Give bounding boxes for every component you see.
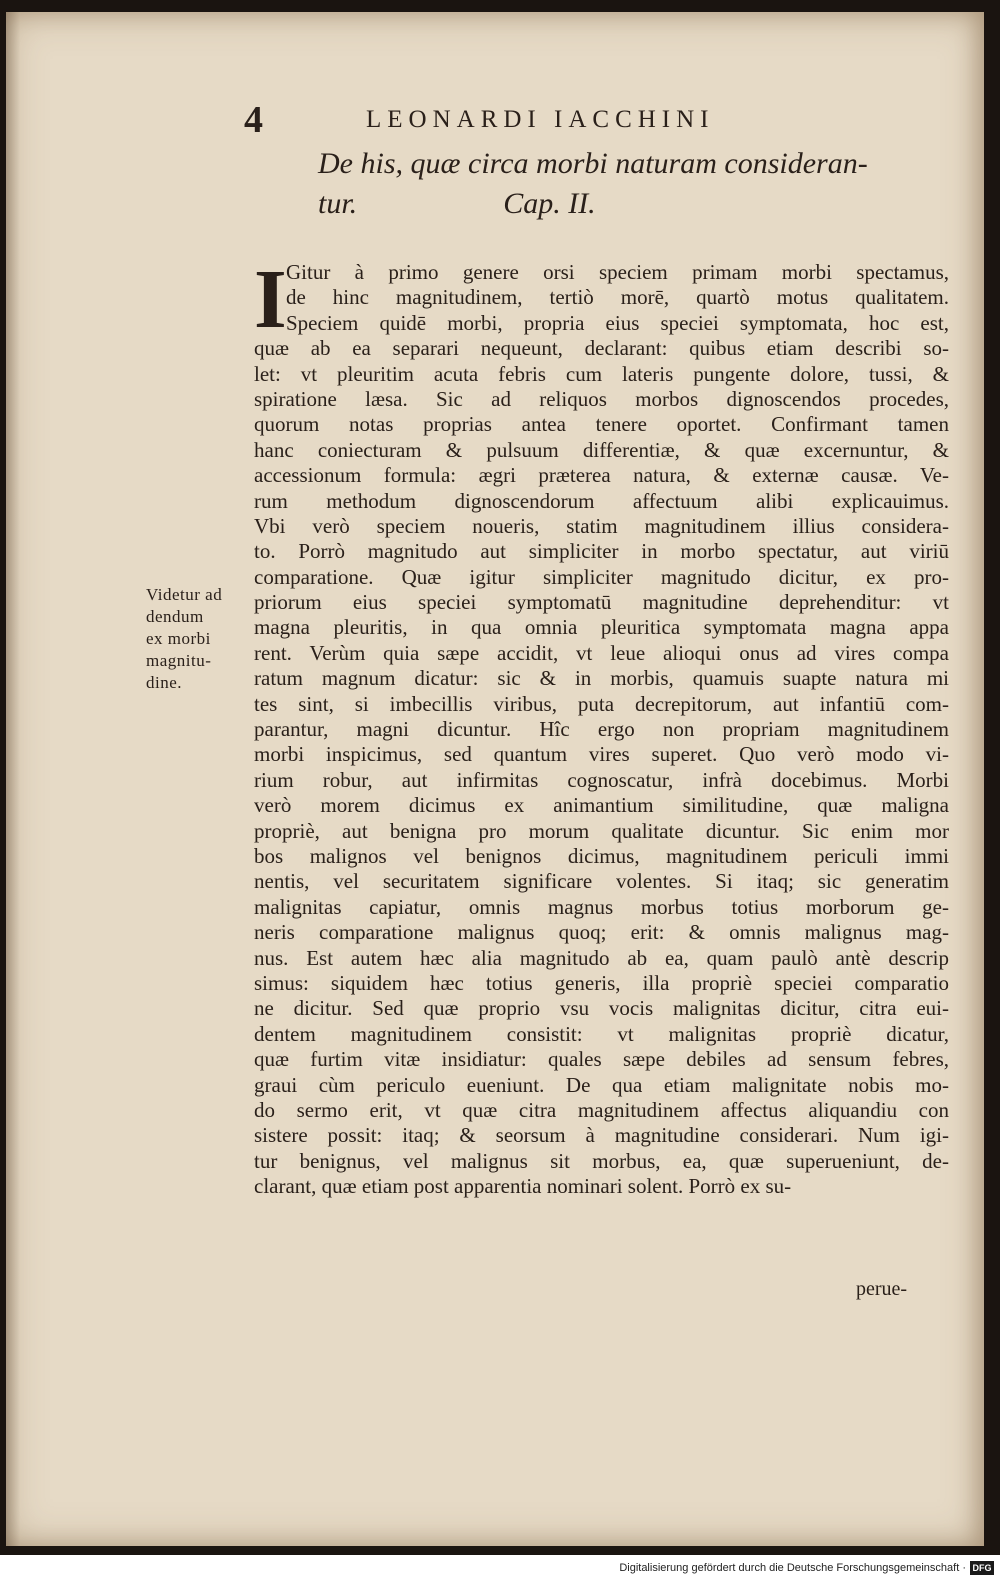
running-head: LEONARDI IACCHINI (366, 106, 715, 133)
body-line: simus: siquidem hæc totius generis, illa propriè speciei comparatio (254, 970, 949, 995)
body-line: propriè, aut benigna pro morum qualitate dicuntur. Sic enim mor (254, 818, 949, 843)
body-line: nentis, vel securitatem significare volentes. Si itaq; sic generatim (254, 869, 949, 894)
body-line: hanc coniecturam & pulsuum differentiæ, & quæ excernuntur, & (254, 437, 949, 462)
body-line: rum methodum dignoscendorum affectuum alibi explicauimus. (254, 488, 949, 513)
body-line: sistere possit: itaq; & seorsum à magnitudine considerari. Num igi- (254, 1123, 949, 1148)
body-line: priorum eius speciei symptomatū magnitudine deprehenditur: vt (254, 590, 949, 615)
body-line: ratum magnum dicatur: sic & in morbis, quamuis suapte natura mi (254, 666, 949, 691)
margin-note-line: Videtur ad (146, 585, 223, 604)
body-line: magna pleuritis, in qua omnia pleuritica symptomata magna appa (254, 615, 949, 640)
body-line: to. Porrò magnitudo aut simpliciter in morbo spectatur, aut viriū (254, 539, 949, 564)
book-page (6, 12, 984, 1546)
body-line: neris comparatione malignus quoq; erit: & omnis malignus mag- (254, 920, 949, 945)
body-line: quæ furtim vitæ insidiatur: quales sæpe debiles ad sensum febres, (254, 1047, 949, 1072)
body-line: comparatione. Quæ igitur simpliciter magnitudo dicitur, ex pro- (254, 564, 949, 589)
body-line: quorum notas proprias antea tenere oportet. Confirmant tamen (254, 412, 949, 437)
margin-note-line: ex morbi (146, 629, 211, 648)
body-line: ne dicitur. Sed quæ proprio vsu vocis malignitas dicitur, citra eui- (254, 996, 949, 1021)
body-text (254, 253, 949, 1199)
body-line: quæ ab ea separari nequeunt, declarant: quibus etiam describi so- (254, 336, 949, 361)
margin-note (146, 584, 246, 694)
chapter-title (318, 144, 878, 224)
body-line: Gitur à primo genere orsi speciem primam morbi spectamus, (286, 260, 949, 284)
dfg-logo-icon[interactable]: DFG (970, 1561, 994, 1575)
body-line: de hinc magnitudinem, tertiò morē, quartò motus qualitatem. (286, 285, 949, 310)
chapter-title-continuation: tur. (318, 187, 358, 220)
body-line: do sermo erit, vt quæ citra magnitudinem affectus aliquandiu con (254, 1097, 949, 1122)
drop-initial: I (254, 253, 287, 346)
body-line: rent. Verùm quia sæpe accidit, vt leue alioqui onus ad vires compa (254, 640, 949, 665)
page-number: 4 (244, 99, 263, 141)
body-line: dentem magnitudinem consistit: vt malignitas propriè dicatur, (254, 1021, 949, 1046)
margin-note-line: magnitu- (146, 651, 212, 670)
page-fold-shadow (6, 12, 20, 1546)
catchword: perue- (856, 1278, 908, 1300)
margin-note-line: dendum (146, 607, 204, 626)
chapter-title-line-1: De his, quæ circa morbi naturam consideran- (318, 147, 868, 180)
body-line: let: vt pleuritim acuta febris cum lateris pungente dolore, tussi, & (254, 361, 949, 386)
body-line: Vbi verò speciem noueris, statim magnitudinem illius considera- (254, 513, 949, 538)
body-line: morbi inspicimus, sed quantum vires superet. Quo verò modo vi- (254, 742, 949, 767)
body-line: nus. Est autem hæc alia magnitudo ab ea, quam paulò antè descrip (254, 945, 949, 970)
body-line: spiratione læsa. Sic ad reliquos morbos dignoscendos procedes, (254, 386, 949, 411)
body-line: graui cùm periculo eueniunt. De qua etiam malignitate nobis mo- (254, 1072, 949, 1097)
margin-note-line: dine. (146, 673, 183, 692)
body-line: tur benignus, vel malignus sit morbus, ea, quæ superueniunt, de- (254, 1148, 949, 1173)
body-line: parantur, magni dicuntur. Hîc ergo non propriam magnitudinem (254, 717, 949, 742)
body-line: clarant, quæ etiam post apparentia nominari solent. Porrò ex su- (254, 1174, 792, 1199)
body-line: rium robur, aut infirmitas cognoscatur, infrà docebimus. Morbi (254, 767, 949, 792)
body-line: Speciem quidē morbi, propria eius speciei symptomata, hoc est, (286, 310, 949, 335)
chapter-number: Cap. II. (503, 187, 596, 220)
body-line: accessionum formula: ægri præterea natura, & externæ causæ. Ve- (254, 463, 949, 488)
chapter-title-line-2 (318, 184, 878, 224)
body-line: malignitas capiatur, omnis magnus morbus totius morborum ge- (254, 894, 949, 919)
body-line: tes sint, si imbecillis viribus, puta decrepitorum, aut infantiū com- (254, 691, 949, 716)
footer-credit: Digitalisierung gefördert durch die Deutsche Forschungsgemeinschaft · (619, 1562, 966, 1574)
body-line: bos malignos vel benignos dicimus, magnitudinem periculi immi (254, 843, 949, 868)
page-header (244, 98, 834, 142)
body-line: verò morem dicimus ex animantium similitudine, quæ maligna (254, 793, 949, 818)
